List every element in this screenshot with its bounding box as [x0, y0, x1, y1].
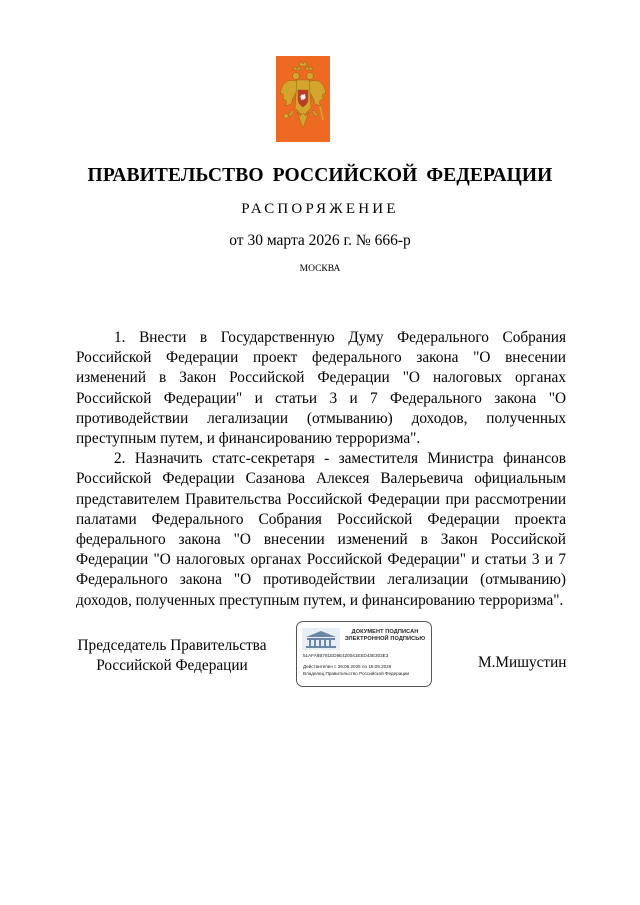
government-title: ПРАВИТЕЛЬСТВО РОССИЙСКОЙ ФЕДЕРАЦИИ: [87, 165, 553, 186]
certificate-serial: 51AFA8B781ED9E420041EED43E303E3: [303, 653, 389, 658]
document-city: МОСКВА: [299, 264, 341, 274]
signatory-name: М.Мишустин: [478, 654, 567, 671]
paragraph-2: 2. Назначить статс-секретаря - заместителя Министра финансов Российской Федерации Сазанова Алексея Валерьевича официальным представителем Правительства Российской Федерации при рассмотрении палатами Федерального Собрания Российской Федерации проекта федерального закона "О внесении изменений в Закон Российской Федерации "О налоговых органах Российской Федерации" и статьи 3 и 7 Федерального закона "О противодействии легализации (отмыванию) доходов, полученных преступным путем, и финансированию терроризма".: [76, 450, 566, 609]
stamp-title: [341, 629, 429, 643]
document-type: РАСПОРЯЖЕНИЕ: [241, 201, 399, 217]
signatory-title-line1: Председатель Правительства: [77, 637, 267, 654]
certificate-validity: Действителен с 26.06.2025 по 19.09.2026: [303, 664, 392, 669]
electronic-signature-stamp: [296, 621, 432, 687]
document-date-number: от 30 марта 2026 г. № 666-р: [229, 232, 411, 249]
coat-of-arms-icon: [276, 56, 330, 142]
signatory-title-line2: Российской Федерации: [96, 657, 248, 674]
signatory-title: [72, 636, 272, 676]
certificate-owner: Владелец Правительство Российской Федерации: [303, 671, 410, 676]
stamp-title-line1: ДОКУМЕНТ ПОДПИСАН: [351, 629, 419, 635]
document-body: [76, 328, 566, 611]
paragraph-1: 1. Внести в Государственную Думу Федерального Собрания Российской Федерации проект федерального закона "О внесении изменений в Закон Российской Федерации "О налоговых органах Российской Федерации" и статьи 3 и 7 Федерального закона "О противодействии легализации (отмыванию) доходов, полученных преступным путем, и финансированию терроризма".: [76, 329, 566, 448]
stamp-title-line2: ЭЛЕКТРОННОЙ ПОДПИСЬЮ: [344, 636, 426, 642]
government-building-icon: [302, 628, 340, 650]
